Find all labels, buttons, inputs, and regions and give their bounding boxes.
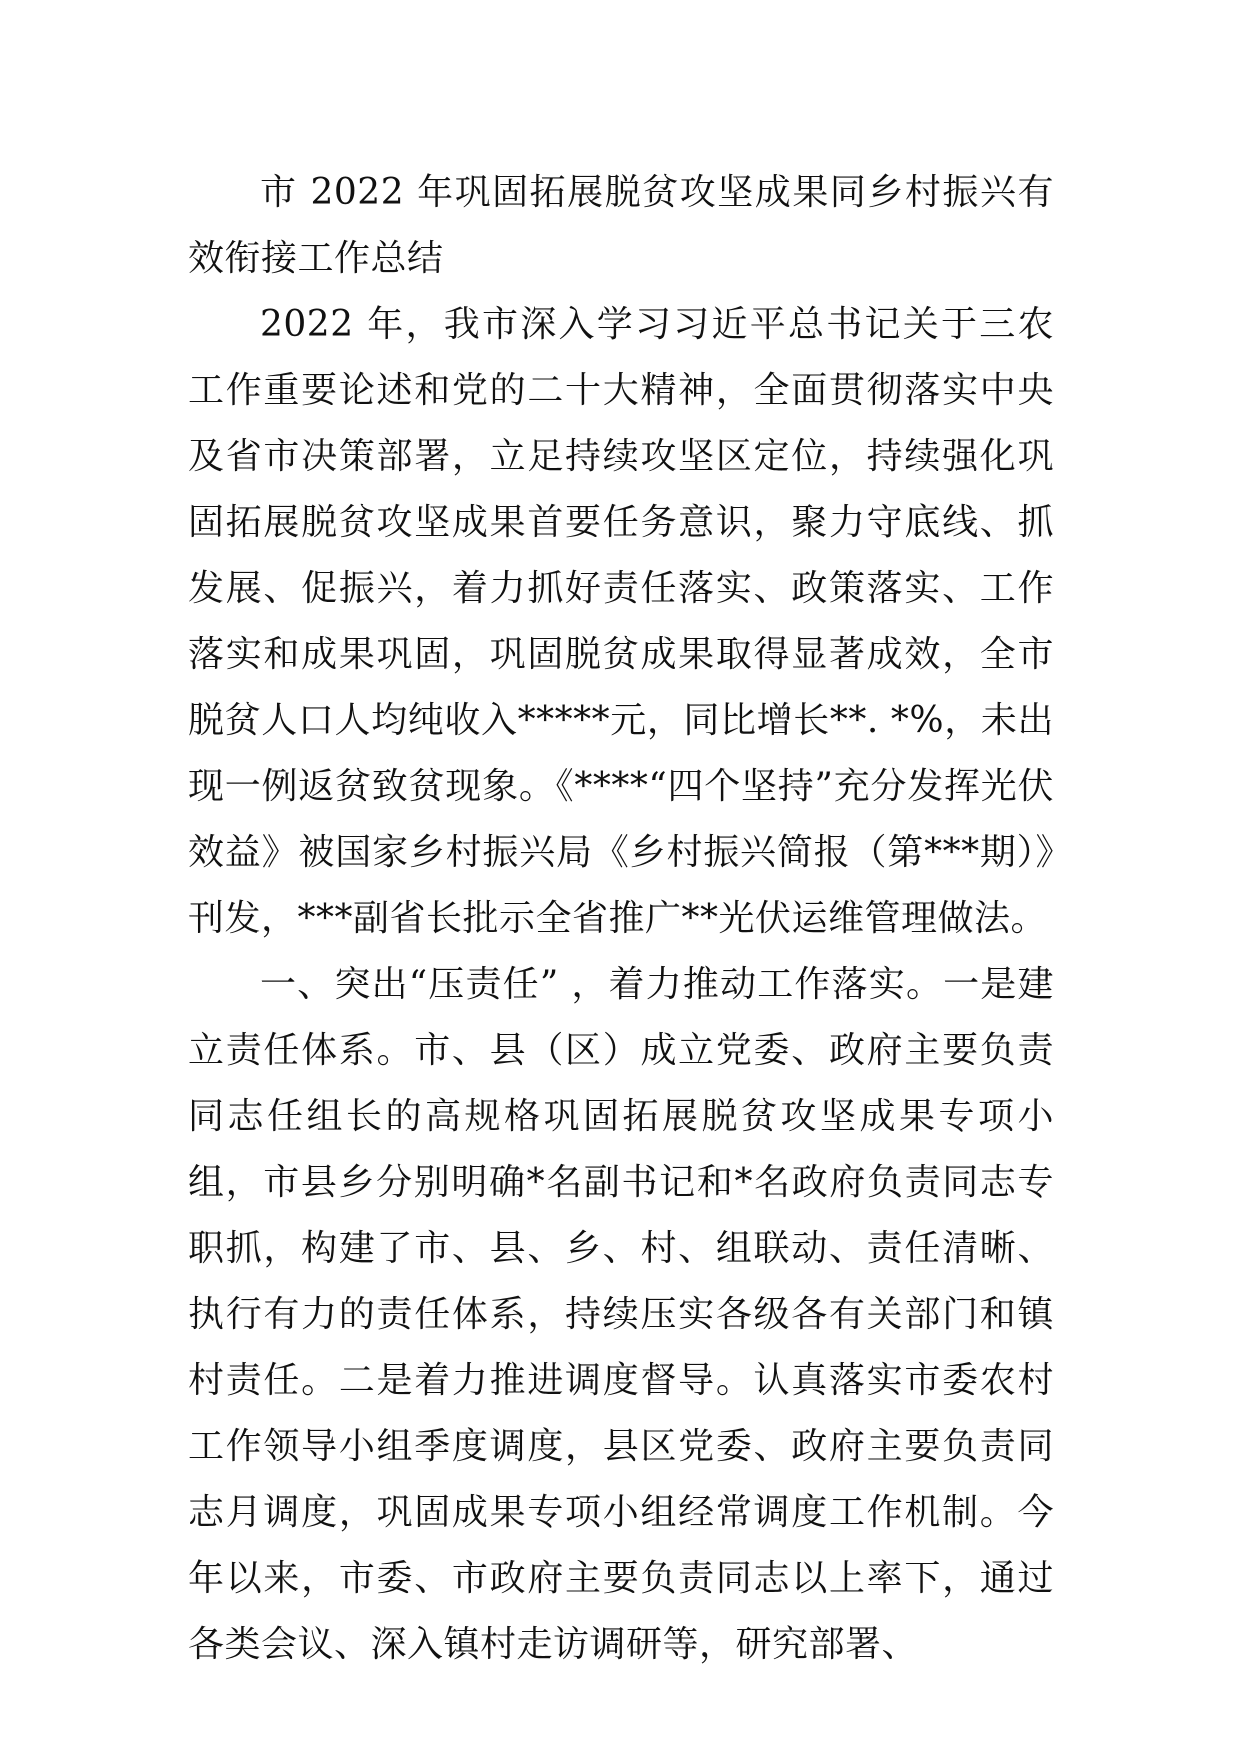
document-title: 市 2022 年巩固拓展脱贫攻坚成果同乡村振兴有效衔接工作总结 — [188, 172, 1054, 279]
paragraph-section-one: 一、突出“压责任” ，着力推动工作落实。一是建立责任体系。市、县（区）成立党委、政府主要负责同志任组长的高规格巩固拓展脱贫攻坚成果专项小组，市县乡分别明确*名副书记和*名政府负责同志专职抓，构建了市、县、乡、村、组联动、责任清晰、执行有力的责任体系，持续压实各级各有关部门和镇村责任。二是着力推进调度督导。认真落实市委农村工作领导小组季度调度，县区党委、政府主要负责同志月调度，巩固成果专项小组经常调度工作机制。今年以来，市委、市政府主要负责同志以上率下，通过各类会议、深入镇村走访调研等，研究部署、 — [188, 964, 1054, 1665]
paragraph-intro: 2022 年，我市深入学习习近平总书记关于三农工作重要论述和党的二十大精神，全面贯彻落实中央及省市决策部署，立足持续攻坚区定位，持续强化巩固拓展脱贫攻坚成果首要任务意识，聚力守底线、抓发展、促振兴，着力抓好责任落实、政策落实、工作落实和成果巩固，巩固脱贫成果取得显著成效，全市脱贫人口人均纯收入*****元，同比增长**. *%，未出现一例返贫致贫现象。《****“四个坚持”充分发挥光伏效益》被国家乡村振兴局《乡村振兴简报（第***期）》刊发，***副省长批示全省推广**光伏运维管理做法。 — [188, 304, 1054, 939]
document-body — [188, 160, 1054, 1678]
